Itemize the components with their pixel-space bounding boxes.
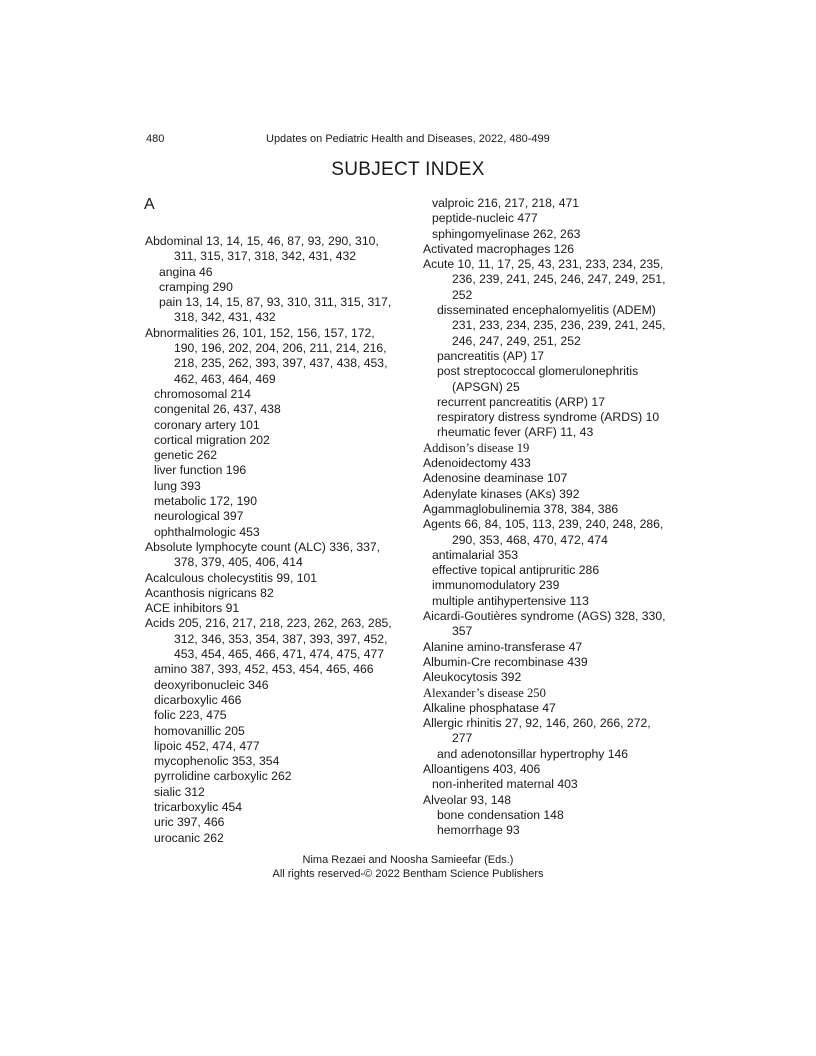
- index-term: Acids 205, 216, 217, 218, 223, 262, 263, 285,: [145, 616, 392, 631]
- index-term: post streptococcal glomerulonephritis: [437, 364, 639, 379]
- page-number: 480: [146, 133, 165, 145]
- index-subentry: [145, 509, 405, 524]
- index-entry: [423, 701, 683, 716]
- index-term: Acalculous cholecystitis 99, 101: [145, 570, 318, 585]
- index-term: Agammaglobulinemia 378, 384, 386: [423, 501, 619, 516]
- index-subentry: [145, 769, 405, 784]
- index-continuation: (APSGN) 25: [452, 379, 520, 394]
- index-term: Activated macrophages 126: [423, 241, 575, 256]
- index-term: Agents 66, 84, 105, 113, 239, 240, 248, 286,: [423, 517, 664, 532]
- index-term: Alloantigens 403, 406: [423, 761, 541, 776]
- index-term: urocanic 262: [154, 830, 224, 845]
- index-subentry: [145, 724, 405, 739]
- index-term: immunomodulatory 239: [432, 578, 560, 593]
- index-entry: [423, 257, 683, 303]
- index-entry: [423, 655, 683, 670]
- index-continuation: 252: [452, 287, 473, 302]
- index-continuation: 318, 342, 431, 432: [174, 310, 276, 325]
- index-continuation: 190, 196, 202, 204, 206, 211, 214, 216,: [174, 341, 387, 356]
- index-entry: [423, 762, 683, 777]
- index-term: folic 223, 475: [154, 708, 227, 723]
- index-subentry: [423, 808, 683, 823]
- index-subentry: [145, 387, 405, 402]
- index-subentry: [423, 747, 683, 762]
- index-entry: [423, 640, 683, 655]
- index-term: antimalarial 353: [432, 547, 519, 562]
- index-entry: [423, 716, 683, 747]
- index-entry: [145, 586, 405, 601]
- index-term: uric 397, 466: [154, 815, 225, 830]
- footer-copyright: All rights reserved-© 2022 Bentham Science Publishers: [272, 868, 544, 880]
- index-subentry: [145, 693, 405, 708]
- index-entry: [145, 540, 405, 571]
- index-subentry: [145, 800, 405, 815]
- index-column-right: [423, 196, 683, 838]
- index-term: hemorrhage 93: [437, 823, 520, 838]
- index-subentry: [145, 494, 405, 509]
- index-subentry: [423, 578, 683, 593]
- index-term: and adenotonsillar hypertrophy 146: [437, 746, 629, 761]
- index-term: peptide-nucleic 477: [432, 211, 538, 226]
- index-subentry: [145, 295, 405, 326]
- index-term: lipoic 452, 474, 477: [154, 738, 260, 753]
- index-term: pain 13, 14, 15, 87, 93, 310, 311, 315, 317,: [159, 295, 392, 310]
- index-continuation: 311, 315, 317, 318, 342, 431, 432: [174, 249, 357, 264]
- index-entry: [423, 686, 683, 701]
- index-term: homovanillic 205: [154, 723, 245, 738]
- index-column-left: [145, 234, 405, 846]
- index-term: chromosomal 214: [154, 386, 251, 401]
- index-entry: [423, 502, 683, 517]
- index-subentry: [423, 349, 683, 364]
- index-subentry: [145, 815, 405, 830]
- index-subentry: [423, 227, 683, 242]
- index-entry: [145, 616, 405, 662]
- index-subentry: [423, 410, 683, 425]
- index-subentry: [145, 280, 405, 295]
- index-term: recurrent pancreatitis (ARP) 17: [437, 394, 605, 409]
- index-continuation: 378, 379, 405, 406, 414: [174, 555, 303, 570]
- footer-editors: Nima Rezaei and Noosha Samieefar (Eds.): [302, 854, 514, 866]
- index-subentry: [145, 402, 405, 417]
- index-term: Alanine amino-transferase 47: [423, 639, 583, 654]
- index-term: bone condensation 148: [437, 807, 564, 822]
- index-term: amino 387, 393, 452, 453, 454, 465, 466: [154, 662, 374, 677]
- index-entry: [145, 571, 405, 586]
- index-entry: [423, 242, 683, 257]
- index-subentry: [423, 563, 683, 578]
- index-term: Adenoidectomy 433: [423, 456, 531, 471]
- index-term: Absolute lymphocyte count (ALC) 336, 337,: [145, 539, 381, 554]
- index-term: Acute 10, 11, 17, 25, 43, 231, 233, 234, 235,: [423, 257, 664, 272]
- index-term: pyrrolidine carboxylic 262: [154, 769, 292, 784]
- index-term: congenital 26, 437, 438: [154, 402, 281, 417]
- index-continuation: 357: [452, 624, 473, 639]
- index-entry: [423, 517, 683, 548]
- index-term: neurological 397: [154, 509, 244, 524]
- index-subentry: [145, 479, 405, 494]
- index-entry: [423, 456, 683, 471]
- index-continuation: 236, 239, 241, 245, 246, 247, 249, 251,: [452, 272, 666, 287]
- index-term: Allergic rhinitis 27, 92, 146, 260, 266, 272,: [423, 716, 651, 731]
- section-letter: A: [144, 196, 155, 213]
- index-term: valproic 216, 217, 218, 471: [432, 196, 580, 210]
- index-term: Adenylate kinases (AKs) 392: [423, 486, 580, 501]
- index-term: ophthalmologic 453: [154, 524, 260, 539]
- index-term: non-inherited maternal 403: [432, 777, 578, 792]
- index-entry: [423, 670, 683, 685]
- index-term: metabolic 172, 190: [154, 494, 257, 509]
- index-continuation: 290, 353, 468, 470, 472, 474: [452, 532, 608, 547]
- index-subentry: [423, 548, 683, 563]
- index-term: Abdominal 13, 14, 15, 46, 87, 93, 290, 310,: [145, 234, 379, 248]
- index-term: sialic 312: [154, 784, 205, 799]
- index-entry: [423, 487, 683, 502]
- index-term: Abnormalities 26, 101, 152, 156, 157, 172,: [145, 325, 375, 340]
- index-subentry: [145, 739, 405, 754]
- index-subentry: [145, 754, 405, 769]
- index-subentry: [145, 678, 405, 693]
- index-term: deoxyribonucleic 346: [154, 677, 269, 692]
- index-subentry: [145, 265, 405, 280]
- index-term: Alkaline phosphatase 47: [423, 700, 556, 715]
- index-term: respiratory distress syndrome (ARDS) 10: [437, 410, 660, 425]
- index-subentry: [423, 364, 683, 395]
- index-continuation: 312, 346, 353, 354, 387, 393, 397, 452,: [174, 631, 388, 646]
- index-entry: [423, 441, 683, 456]
- index-entry: [145, 234, 405, 265]
- index-subentry: [423, 777, 683, 792]
- index-term: disseminated encephalomyelitis (ADEM): [437, 303, 656, 318]
- index-term: sphingomyelinase 262, 263: [432, 226, 581, 241]
- index-term: angina 46: [159, 264, 213, 279]
- index-term: effective topical antipruritic 286: [432, 563, 600, 578]
- index-continuation: 462, 463, 464, 469: [174, 371, 276, 386]
- index-subentry: [145, 448, 405, 463]
- index-subentry: [145, 708, 405, 723]
- index-entry: [423, 609, 683, 640]
- index-continuation: 453, 454, 465, 466, 471, 474, 475, 477: [174, 647, 385, 662]
- index-subentry: [423, 395, 683, 410]
- index-subentry: [423, 823, 683, 838]
- index-subentry: [423, 211, 683, 226]
- index-entry: [423, 471, 683, 486]
- index-subentry: [145, 831, 405, 846]
- index-term: pancreatitis (AP) 17: [437, 348, 545, 363]
- index-continuation: 277: [452, 731, 473, 746]
- index-continuation: 218, 235, 262, 393, 397, 437, 438, 453,: [174, 356, 388, 371]
- index-entry: [423, 793, 683, 808]
- index-term: liver function 196: [154, 463, 247, 478]
- running-head: Updates on Pediatric Health and Diseases, 2022, 480-499: [266, 133, 550, 145]
- index-subentry: [145, 463, 405, 478]
- index-term: Aicardi-Goutières syndrome (AGS) 328, 330,: [423, 609, 666, 624]
- index-subentry: [145, 525, 405, 540]
- index-continuation: 246, 247, 249, 251, 252: [452, 333, 581, 348]
- index-subentry: [145, 662, 405, 677]
- index-term: mycophenolic 353, 354: [154, 754, 280, 769]
- index-entry: [145, 601, 405, 616]
- index-term: Acanthosis nigricans 82: [145, 585, 274, 600]
- index-term: dicarboxylic 466: [154, 692, 242, 707]
- index-subentry: [423, 594, 683, 609]
- index-term: Alexander’s disease 250: [423, 685, 546, 700]
- index-entry: [145, 326, 405, 387]
- index-subentry: [423, 425, 683, 440]
- index-term: Albumin-Cre recombinase 439: [423, 654, 588, 669]
- index-term: ACE inhibitors 91: [145, 601, 240, 616]
- index-subentry: [423, 303, 683, 349]
- index-subentry: [423, 196, 683, 211]
- index-subentry: [145, 418, 405, 433]
- index-term: cramping 290: [159, 279, 233, 294]
- index-term: multiple antihypertensive 113: [432, 593, 589, 608]
- index-term: rheumatic fever (ARF) 11, 43: [437, 425, 594, 440]
- index-continuation: 231, 233, 234, 235, 236, 239, 241, 245,: [452, 318, 666, 333]
- index-term: Adenosine deaminase 107: [423, 471, 568, 486]
- index-term: genetic 262: [154, 448, 218, 463]
- index-term: tricarboxylic 454: [154, 799, 243, 814]
- index-term: coronary artery 101: [154, 417, 260, 432]
- index-term: cortical migration 202: [154, 432, 270, 447]
- page-title: SUBJECT INDEX: [331, 159, 485, 180]
- index-term: Alveolar 93, 148: [423, 792, 512, 807]
- index-subentry: [145, 433, 405, 448]
- index-term: lung 393: [154, 478, 201, 493]
- index-subentry: [145, 785, 405, 800]
- index-term: Aleukocytosis 392: [423, 670, 522, 685]
- index-term: Addison’s disease 19: [423, 440, 530, 455]
